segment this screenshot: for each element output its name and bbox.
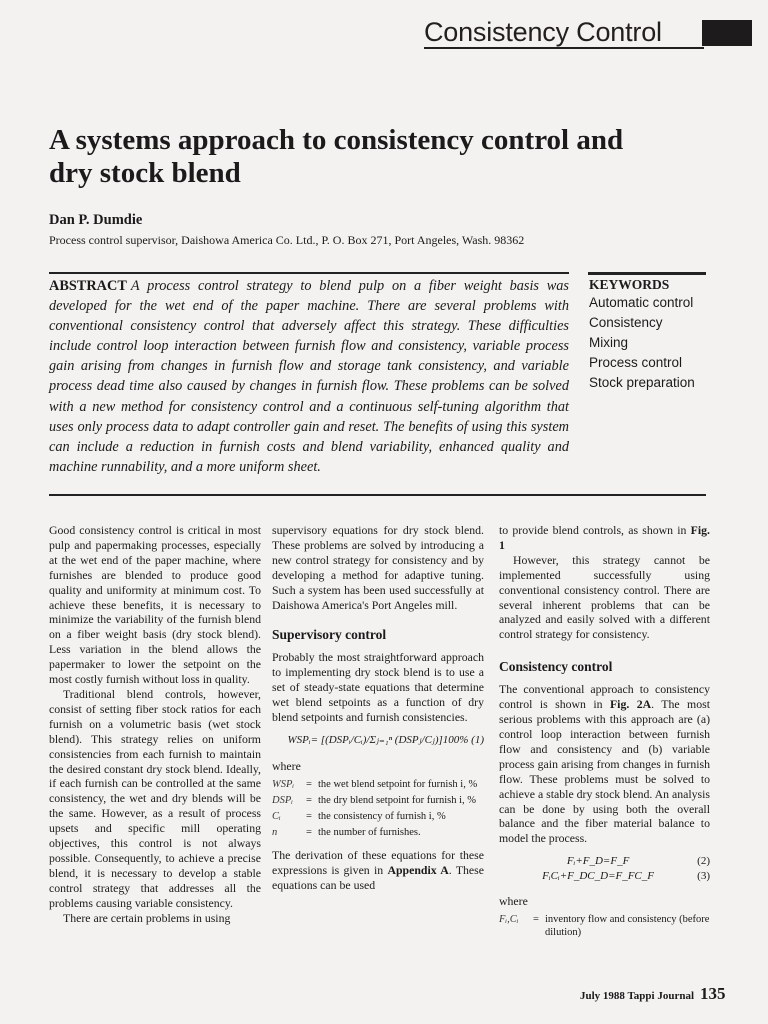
keyword-item: Stock preparation [589,375,695,390]
abstract-bottom-rule [49,494,706,496]
definitions-table [499,913,710,942]
author-affiliation: Process control supervisor, Daishowa America Co. Ltd., P. O. Box 271, Port Angeles, Wash. 98362 [49,233,525,247]
paragraph: However, this strategy cannot be implemented successfully using conventional consistency control. There are several inherent problems that can be analyzed and easily solved with a different control strategy for consistency. [499,552,710,642]
equation-3 [499,869,710,884]
equation-expression: FᵢCᵢ+F_DC_D=F_FC_F [542,870,654,883]
definition-symbol: WSPᵢ [272,778,295,790]
definitions-table [272,778,484,842]
definition-text: the wet blend setpoint for furnish i, % [318,778,478,790]
keywords-top-rule [588,272,706,275]
text-run: to provide blend controls, as shown in [499,523,691,537]
abstract-text: A process control strategy to blend pulp on a fiber weight basis was developed for the wet end of the paper machine. There are several problems with conventional consistency control that adversely affect this strategy. These difficulties include control loop interaction between furnish flow and consistency, variable process gain arising from changes in furnish flow and storage tank consistency, and variable process dead time also caused by changes in furnish flow. These problems can be solved with a new method for consistency control and a continuous self-tuning algorithm that uses only process data to adapt controller gain and reset. The benefits of using this system can include a reduction in furnish costs and blend variability, enhanced quality and machine runnability, and a more uniform sheet. [49,278,569,475]
text-run: The derivation of these equations for these expressions is given in [272,847,484,877]
definition-row [499,913,710,942]
where-label: where [272,758,301,773]
abstract-label: ABSTRACT [49,278,127,294]
definition-symbol: Cᵢ [272,810,281,822]
paragraph: Traditional blend controls, however, consist of setting fiber stock ratios for each furnish on a volumetric basis (wet stock blend). This strategy relies on uniform consistencies from each furnish to maintain the desired constant dry stock blend. Ideally, if each furnish can be controlled at the same consistency, the wet and dry blends will be the same. However, as a result of process upsets and specific mill operating objectives, this control is not always possible. Consequently, to achieve a precise blend, it is necessary to develop a stable control strategy that addresses all the problems causing variable consistency. [49,686,261,910]
equation-block [499,854,710,884]
text-run: The conventional approach to consistency control is shown in [499,682,710,712]
paragraph: Good consistency control is critical in most pulp and papermaking processes, especially at the wet end of the paper machine, where furnishes are blended to produce good quality and uniformity at minimum cost. To achieve these benefits, it is necessary to minimize the variability of the furnish blend on a fiber weight basis (dry stock blend). Less variation in the blend allows the papermaker to lower the setpoint on the most costly furnish without loss in quality. [49,523,261,687]
definition-equals: = [533,914,539,926]
author-name: Dan P. Dumdie [49,212,143,228]
section-title: Consistency Control [424,17,662,47]
section-heading-supervisory-control: Supervisory control [272,627,387,643]
paragraph: Probably the most straightforward approach to implementing dry stock blend is to use a set of steady-state equations that determine wet blend setpoints as a function of dry blend setpoints and furnish consistencies. [272,650,484,725]
equation-1: WSPᵢ= [(DSPᵢ/Cᵢ)/Σⱼ₌₁ⁿ (DSPⱼ/Cⱼ)]100% (1) [287,733,484,746]
body-column-2 [272,523,484,893]
paragraph [499,523,710,553]
keywords-heading: KEYWORDS [589,277,670,292]
definition-symbol: Fᵢ,Cᵢ [499,914,519,926]
definition-text: inventory flow and consistency (before dilution) [545,914,710,939]
section-underline [424,47,704,49]
appendix-reference: Appendix A [387,862,449,877]
definition-text: the dry blend setpoint for furnish i, % [318,794,477,806]
section-header [424,14,662,50]
page-number: 135 [700,984,726,1003]
figure-reference: Fig. 2A [609,697,652,712]
figure-reference: Fig. 1 [499,523,710,552]
definition-row [272,794,484,810]
abstract [49,276,569,477]
keyword-item: Consistency [589,315,663,330]
equation-expression: Fᵢ+F_D=F_F [566,855,630,868]
equation-number: (3) [697,870,710,883]
paragraph: There are certain problems in using [63,910,231,925]
abstract-top-rule [49,272,569,274]
paragraph [499,682,710,846]
paragraph: supervisory equations for dry stock blend. These problems are solved by introducing a new control strategy for consistency and by developing a method for adaptive tuning. Such a system has been used successfully at Daishowa America's Port Angeles mill. [272,523,484,612]
definition-equals: = [306,778,312,790]
keyword-item: Mixing [589,335,629,350]
definition-row [272,778,484,794]
keywords-box [589,276,709,393]
page-footer [580,984,726,1004]
body-column-1 [49,523,261,925]
text-run: . These equations can be used [272,862,484,892]
article-title: A systems approach to consistency control and dry stock blend [49,124,624,189]
definition-symbol: DSPᵢ [272,794,293,806]
keywords-list [589,293,709,393]
definition-equals: = [306,810,312,822]
section-black-bar [702,20,752,46]
text-run: . The most serious problems with this approach are (a) control loop interaction between furnish flow and consistency and (b) variable process gain arising from changes in furnish flow. These problems must be solved to achieve a stable dry stock blend. An analysis can be done by using both the overall balance and the fiber material balance to model the process. [499,697,711,846]
equation-2 [499,854,710,869]
definition-row [272,826,484,842]
definition-row [272,810,484,826]
paragraph [272,848,484,893]
equation-number: (2) [697,855,710,868]
definition-text: the consistency of furnish i, % [318,810,446,822]
definition-symbol: n [272,826,278,838]
body-column-3 [499,523,710,948]
keyword-item: Process control [589,355,683,370]
definition-equals: = [306,794,312,806]
section-heading-consistency-control: Consistency control [499,659,613,675]
definition-equals: = [306,826,312,838]
journal-issue: July 1988 Tappi Journal [580,990,695,1002]
definition-text: the number of furnishes. [318,826,421,838]
keyword-item: Automatic control [589,295,694,310]
where-label: where [499,894,528,909]
